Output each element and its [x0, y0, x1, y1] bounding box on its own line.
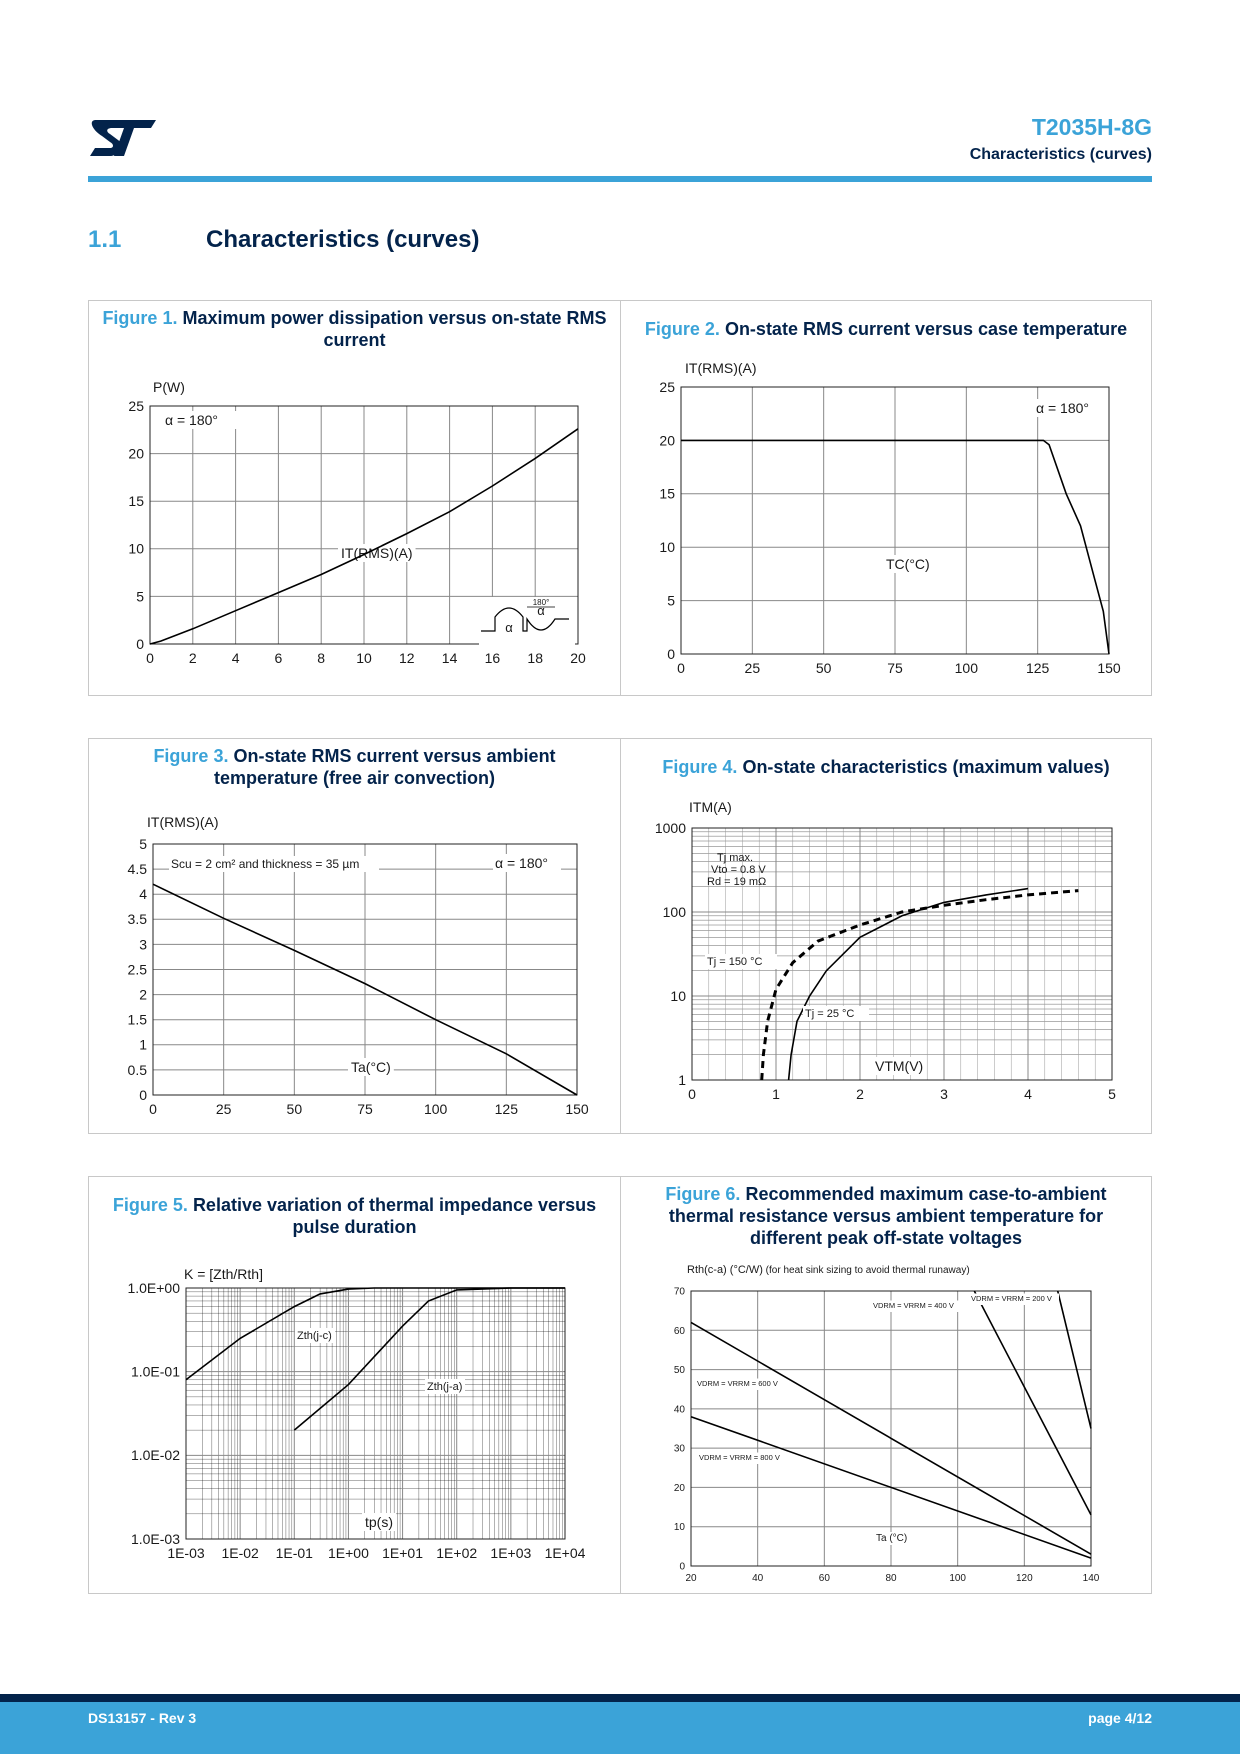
- figure-6-title: Recommended maximum case-to-ambient thermal resistance versus ambient temperature for different peak off-state voltages: [668, 1184, 1107, 1248]
- figure-3-title: On-state RMS current versus ambient temperature (free air convection): [213, 746, 556, 788]
- chart-1-y-tick-label: 10: [128, 540, 144, 557]
- figure-1-panel: [88, 300, 621, 696]
- chart-4-annotation: Rd = 19 mΩ: [707, 876, 767, 888]
- chart-6-x-tick-label: 120: [1015, 1573, 1033, 1584]
- chart-2-x-tick-label: 75: [887, 660, 903, 676]
- figure-6-chart: [621, 1177, 1153, 1595]
- chart-1-x-tick-label: 12: [399, 650, 415, 666]
- chart-6-series-line: [1058, 1291, 1091, 1429]
- chart-1-y-tick-label: 15: [128, 493, 144, 510]
- figure-5-title: Relative variation of thermal impedance versus pulse duration: [192, 1195, 597, 1237]
- section-number: 1.1: [88, 226, 122, 253]
- chart-5-x-tick-label: 1E+02: [436, 1545, 478, 1561]
- chart-5-x-tick-label: 1E-01: [275, 1545, 313, 1561]
- chart-6-y-tick-label: 70: [673, 1286, 685, 1298]
- chart-1-x-tick-label: 0: [146, 650, 154, 666]
- chart-6-annotation: VDRM = VRRM = 600 V: [697, 1379, 778, 1388]
- chart-1-x-tick-label: 20: [570, 650, 586, 666]
- footer-doc-id: DS13157 - Rev 3: [88, 1710, 197, 1726]
- chart-5-annotation: Zth(j-c): [297, 1330, 332, 1342]
- chart-3-y-tick-label: 5: [139, 835, 147, 852]
- chart-4-y-tick-label: 100: [662, 903, 686, 920]
- figure-4-chart: [621, 739, 1153, 1135]
- chart-5-x-tick-label: 1E-02: [221, 1545, 259, 1561]
- chart-4-annotation: Tj = 25 °C: [805, 1008, 855, 1020]
- chart-1-y-tick-label: 25: [128, 397, 144, 414]
- chart-5-y-tick-label: 1.0E-03: [130, 1530, 180, 1547]
- chart-2-x-tick-label: 125: [1025, 660, 1050, 676]
- chart-3-x-tick-label: 75: [357, 1101, 373, 1117]
- chart-5-x-tick-label: 1E+03: [490, 1545, 532, 1561]
- header-divider: [88, 176, 1152, 182]
- chart-3-y-tick-label: 0.5: [127, 1061, 147, 1078]
- chart-2-y-tick-label: 15: [659, 485, 675, 502]
- figure-2-panel: [620, 300, 1152, 696]
- chart-2-x-tick-label: 0: [677, 660, 685, 676]
- chart-4-series-line: [789, 889, 1028, 1080]
- chart-3-annotation: α = 180°: [495, 855, 549, 871]
- chart-5-y-tick-label: 1.0E-01: [130, 1363, 180, 1380]
- chart-5-x-axis-label: tp(s): [365, 1514, 393, 1530]
- section-title: Characteristics (curves): [206, 226, 480, 253]
- chart-3-y-tick-label: 4.5: [127, 861, 147, 877]
- chart-5-x-tick-label: 1E+01: [382, 1545, 424, 1561]
- chart-3-y-tick-label: 1: [139, 1036, 147, 1053]
- chart-6-y-tick-label: 0: [679, 1561, 685, 1573]
- chart-3-x-axis-label: Ta(°C): [351, 1059, 391, 1075]
- chart-5-x-tick-label: 1E+04: [544, 1545, 586, 1561]
- chart-3-y-tick-label: 3.5: [127, 911, 147, 928]
- chart-4-annotation: Vto = 0.8 V: [711, 864, 766, 876]
- figure-2-label: Figure 2.: [644, 319, 720, 339]
- footer-page-number: page 4/12: [1088, 1710, 1152, 1726]
- chart-6-x-tick-label: 100: [949, 1573, 967, 1584]
- header-section-label: Characteristics (curves): [969, 146, 1152, 163]
- chart-2-x-axis-label: TC(°C): [886, 556, 930, 572]
- chart-1-x-tick-label: 10: [356, 650, 372, 666]
- chart-6-x-axis-label: Ta (°C): [876, 1533, 908, 1544]
- chart-2-y-tick-label: 5: [667, 592, 675, 609]
- chart-2-y-axis-label: IT(RMS)(A): [685, 360, 757, 376]
- chart-1-y-tick-label: 5: [136, 588, 144, 605]
- chart-4-y-tick-label: 1: [678, 1071, 686, 1088]
- chart-6-y-tick-label: 50: [673, 1365, 685, 1377]
- figure-2-chart: [621, 301, 1153, 697]
- chart-3-annotation: Scu = 2 cm² and thickness = 35 µm: [171, 857, 360, 871]
- chart-3-y-tick-label: 1.5: [127, 1011, 147, 1028]
- chart-2-x-tick-label: 50: [815, 660, 832, 676]
- figure-5-panel: [88, 1176, 621, 1594]
- chart-4-x-tick-label: 3: [940, 1086, 948, 1102]
- chart-6-annotation: VDRM = VRRM = 400 V: [873, 1301, 954, 1310]
- figure-5-chart: [89, 1177, 622, 1595]
- footer-stripe: [0, 1694, 1240, 1702]
- header-part-number: T2035H-8G: [1031, 114, 1152, 140]
- figure-5-label: Figure 5.: [112, 1195, 188, 1215]
- figure-4-title: On-state characteristics (maximum values): [742, 757, 1110, 777]
- chart-5-series-line: [294, 1288, 565, 1430]
- chart-4-annotation: Tj = 150 °C: [707, 956, 763, 968]
- chart-1-x-tick-label: 8: [317, 650, 326, 666]
- chart-6-series-line: [974, 1291, 1091, 1515]
- chart-6-x-tick-label: 40: [752, 1573, 764, 1584]
- chart-6-y-tick-label: 10: [673, 1522, 685, 1534]
- chart-2-annotation: α = 180°: [1036, 400, 1090, 416]
- chart-5-x-tick-label: 1E+00: [327, 1545, 369, 1561]
- chart-2-x-tick-label: 100: [954, 660, 979, 676]
- chart-3-x-tick-label: 25: [215, 1101, 232, 1117]
- chart-1-y-tick-label: 20: [128, 445, 144, 462]
- chart-1-x-tick-label: 6: [274, 650, 283, 666]
- chart-5-y-tick-label: 1.0E-02: [130, 1447, 180, 1464]
- chart-1-x-tick-label: 18: [527, 650, 543, 666]
- chart-3-y-tick-label: 3: [139, 936, 147, 953]
- chart-1-x-tick-label: 14: [441, 650, 458, 666]
- figure-3-panel: [88, 738, 621, 1134]
- chart-6-annotation: VDRM = VRRM = 200 V: [971, 1294, 1052, 1303]
- chart-4-y-axis-label: ITM(A): [689, 799, 732, 815]
- chart-1-x-tick-label: 2: [188, 650, 197, 666]
- chart-2-x-tick-label: 25: [744, 660, 761, 676]
- chart-5-x-tick-label: 1E-03: [167, 1545, 205, 1561]
- chart-2-y-tick-label: 10: [659, 539, 675, 556]
- chart-6-x-tick-label: 60: [818, 1573, 830, 1584]
- chart-4-x-tick-label: 2: [856, 1086, 864, 1102]
- chart-3-y-tick-label: 4: [139, 886, 147, 903]
- chart-6-y-tick-label: 30: [673, 1443, 685, 1455]
- chart-4-series-line: [762, 891, 1079, 1080]
- chart-3-x-tick-label: 0: [149, 1101, 157, 1117]
- figure-1-title: Maximum power dissipation versus on-state RMS current: [182, 308, 607, 350]
- chart-4-x-tick-label: 1: [772, 1086, 780, 1102]
- chart-1-y-tick-label: 0: [136, 635, 144, 652]
- figure-3-chart: [89, 739, 622, 1135]
- figure-1-chart: [89, 301, 622, 697]
- chart-3-y-axis-label: IT(RMS)(A): [147, 814, 219, 830]
- chart-1-annotation: α: [537, 603, 545, 618]
- chart-6-y-tick-label: 20: [673, 1482, 685, 1494]
- chart-5-annotation: Zth(j-a): [427, 1381, 463, 1393]
- chart-4-y-tick-label: 10: [670, 987, 686, 1004]
- chart-4-annotation: Tj max.: [717, 852, 754, 864]
- chart-2-x-tick-label: 150: [1097, 660, 1121, 676]
- chart-5-y-tick-label: 1.0E+00: [127, 1279, 180, 1296]
- chart-6-x-tick-label: 80: [885, 1573, 897, 1584]
- chart-6-y-tick-label: 60: [673, 1325, 685, 1337]
- chart-3-x-tick-label: 150: [565, 1101, 589, 1117]
- chart-3-x-tick-label: 50: [286, 1101, 303, 1117]
- chart-1-x-tick-label: 16: [484, 650, 501, 666]
- chart-1-annotation: α = 180°: [165, 412, 219, 428]
- chart-4-y-tick-label: 1000: [654, 819, 686, 836]
- chart-4-x-tick-label: 0: [688, 1086, 696, 1102]
- chart-3-x-tick-label: 100: [423, 1101, 448, 1117]
- chart-3-y-tick-label: 2: [139, 986, 147, 1003]
- chart-1-x-axis-label: IT(RMS)(A): [341, 545, 413, 561]
- chart-1-annotation: 180°: [532, 598, 550, 607]
- chart-5-y-axis-label: K = [Zth/Rth]: [184, 1266, 263, 1282]
- chart-1-x-tick-label: 4: [231, 650, 240, 666]
- st-logo: [88, 118, 158, 158]
- figure-6-label: Figure 6.: [665, 1184, 741, 1204]
- figure-1-label: Figure 1.: [102, 308, 178, 328]
- figure-4-label: Figure 4.: [662, 757, 738, 777]
- chart-6-y-axis-label: Rth(c-a) (°C/W) (for heat sink sizing to avoid thermal runaway): [687, 1264, 970, 1276]
- chart-6-x-tick-label: 20: [685, 1573, 697, 1584]
- chart-4-x-tick-label: 4: [1024, 1086, 1032, 1102]
- figure-4-panel: [620, 738, 1152, 1134]
- chart-1-annotation: α: [505, 620, 513, 635]
- figure-2-title: On-state RMS current versus case temperature: [724, 319, 1128, 339]
- chart-2-y-tick-label: 0: [667, 645, 675, 662]
- figure-3-label: Figure 3.: [153, 746, 229, 766]
- chart-2-y-tick-label: 25: [659, 378, 675, 395]
- chart-3-y-tick-label: 0: [139, 1086, 147, 1103]
- chart-1-y-axis-label: P(W): [153, 379, 185, 395]
- chart-2-y-tick-label: 20: [659, 432, 675, 449]
- chart-3-y-tick-label: 2.5: [127, 961, 147, 978]
- chart-6-y-tick-label: 40: [673, 1404, 685, 1416]
- chart-4-x-tick-label: 5: [1108, 1086, 1116, 1102]
- chart-6-annotation: VDRM = VRRM = 800 V: [699, 1453, 780, 1462]
- chart-4-x-axis-label: VTM(V): [875, 1058, 924, 1074]
- chart-6-x-tick-label: 140: [1082, 1573, 1100, 1584]
- figure-6-panel: [620, 1176, 1152, 1594]
- chart-3-x-tick-label: 125: [494, 1101, 519, 1117]
